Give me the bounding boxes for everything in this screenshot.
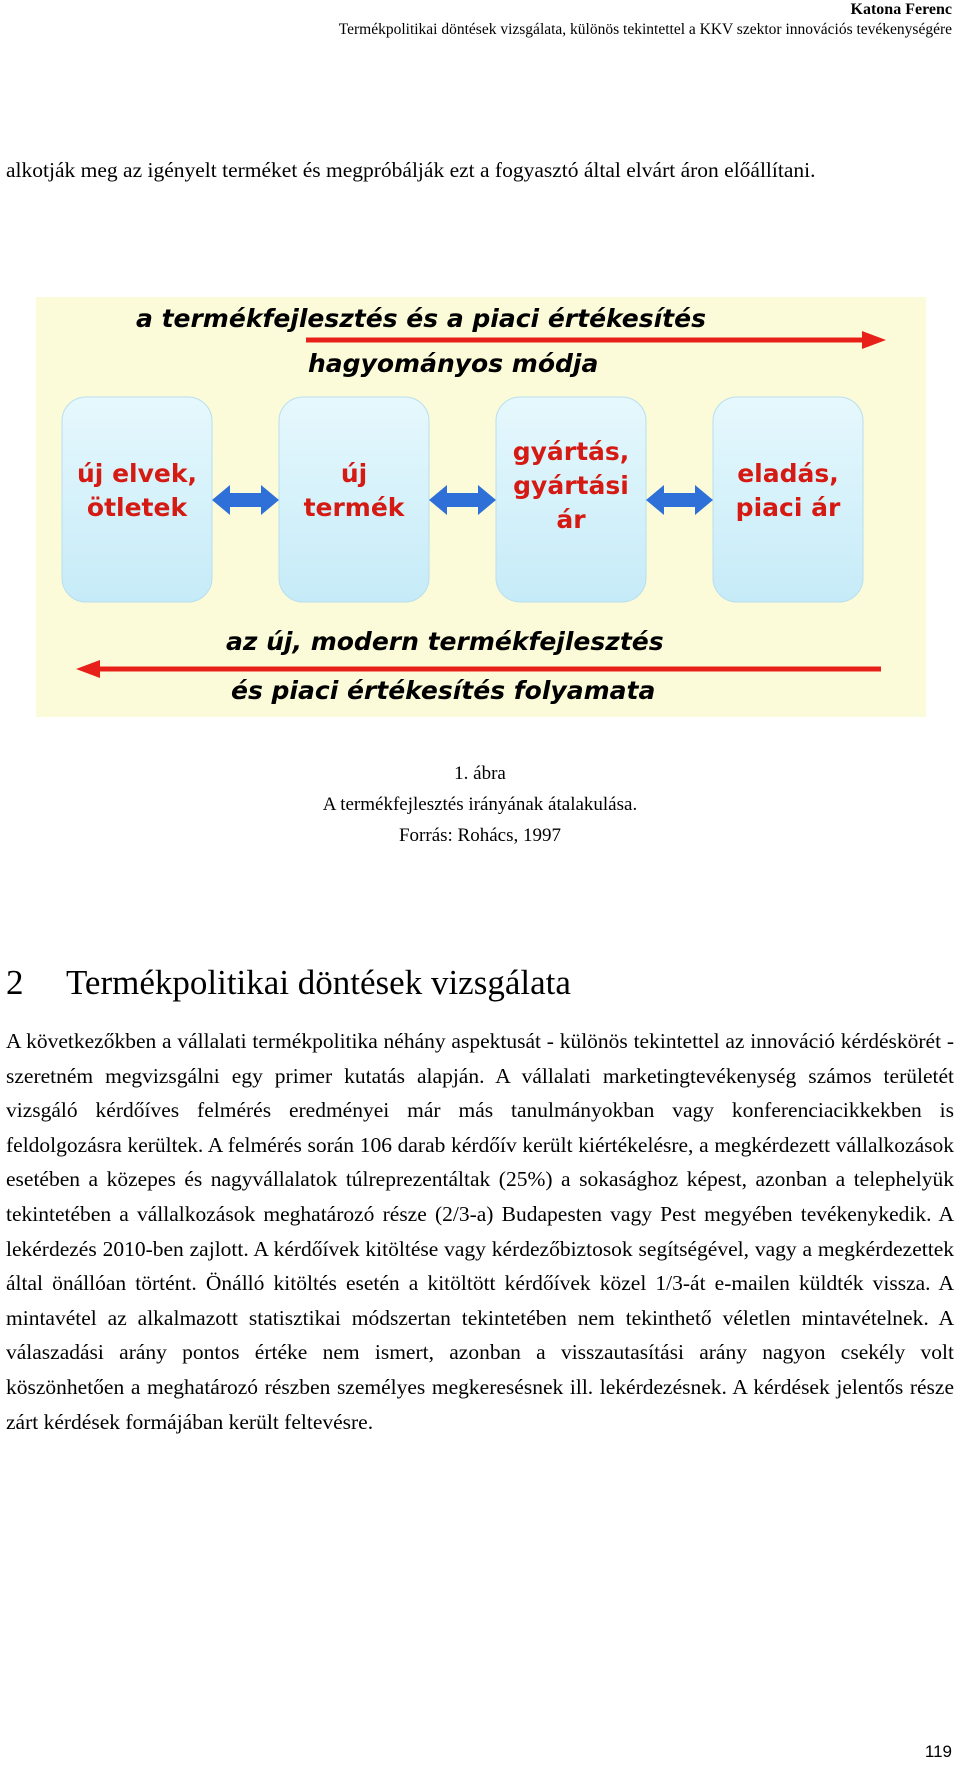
page-number: 119 — [924, 1742, 952, 1761]
running-header — [339, 0, 952, 40]
figure-caption-source: Forrás: Rohács, 1997 — [398, 825, 561, 846]
bottom-arrow-head — [76, 660, 100, 678]
section-heading — [6, 958, 571, 1008]
figure-product-development — [36, 297, 926, 717]
intro-paragraph: alkotják meg az igényelt terméket és megpróbálják ezt a fogyasztó által elvárt áron előállítani. — [6, 158, 816, 182]
figure-caption-title: A termékfejlesztés irányának átalakulása. — [322, 794, 638, 815]
double-arrow-1 — [212, 485, 279, 515]
box-3-line-2: gyártási — [513, 471, 629, 500]
box-4-line-1: eladás, — [737, 459, 839, 488]
section-body-paragraph: A következőkben a vállalati termékpolitika néhány aspektusát - különös tekintettel az innováció kérdéskörét - szeretném megvizsgálni egy primer kutatás alapján. A vállalati marketingtevékenység számos területét vizsgáló kérdőíves felmérés eredményei már más tanulmányokban vagy konferenciacikkekben is feldolgozásra kerültek. A felmérés során 106 darab kérdőív került kiértékelésre, a megkérdezett vállalkozások esetében a közepes és nagyvállalatok túlreprezentáltak (25%) a sokasághoz képest, azonban a telephelyük tekintetében a vállalkozások meghatározó része (2/3-a) Budapesten vagy Pest megyében tevékenykedik. A lekérdezés 2010-ben zajlott. A kérdőívek kitöltése vagy kérdezőbiztosok segítségével, vagy a megkérdezettek által önállóan történt. Önálló kitöltés esetén a kitöltött kérdőívek közel 1/3-át e-mailen küldték vissza. A mintavétel az alkalmazott statisztikai módszertan tekintetében nem tekinthető véletlen mintavételnek. A válaszadási arány pontos értéke nem ismert, azonban a visszautasítási arány nagyon csekély volt köszönhetően a meghatározó részben személyes megkeresésnek ill. lekérdezésnek. A kérdések jelentős része zárt kérdések formájában került feltevésre. — [6, 1029, 954, 1434]
box-3-line-1: gyártás, — [512, 437, 630, 466]
figure-bottom-line-1: az új, modern termékfejlesztés — [226, 627, 664, 656]
double-arrow-2 — [429, 485, 496, 515]
box-2-line-2: termék — [303, 493, 405, 522]
figure-caption-number: 1. ábra — [454, 763, 506, 784]
header-author: Katona Ferenc — [850, 1, 952, 18]
figure-diagram — [36, 297, 926, 717]
box-1-line-2: ötletek — [86, 493, 188, 522]
box-3-line-3: ár — [556, 505, 586, 534]
header-subtitle: Termékpolitikai döntések vizsgálata, különös tekintettel a KKV szektor innovációs tevékenységére — [338, 21, 952, 38]
double-arrow-3 — [646, 485, 713, 515]
box-2-line-1: új — [340, 459, 368, 488]
figure-bottom-line-2: és piaci értékesítés folyamata — [231, 676, 656, 705]
figure-top-line-2: hagyományos módja — [308, 349, 599, 378]
box-4-line-2: piaci ár — [735, 493, 841, 522]
section-number: 2 — [6, 963, 24, 1002]
section-title: Termékpolitikai döntések vizsgálata — [66, 963, 571, 1002]
figure-top-line-1: a termékfejlesztés és a piaci értékesítés — [136, 304, 706, 333]
box-1-line-1: új elvek, — [77, 459, 197, 488]
top-arrow-head — [862, 331, 886, 349]
